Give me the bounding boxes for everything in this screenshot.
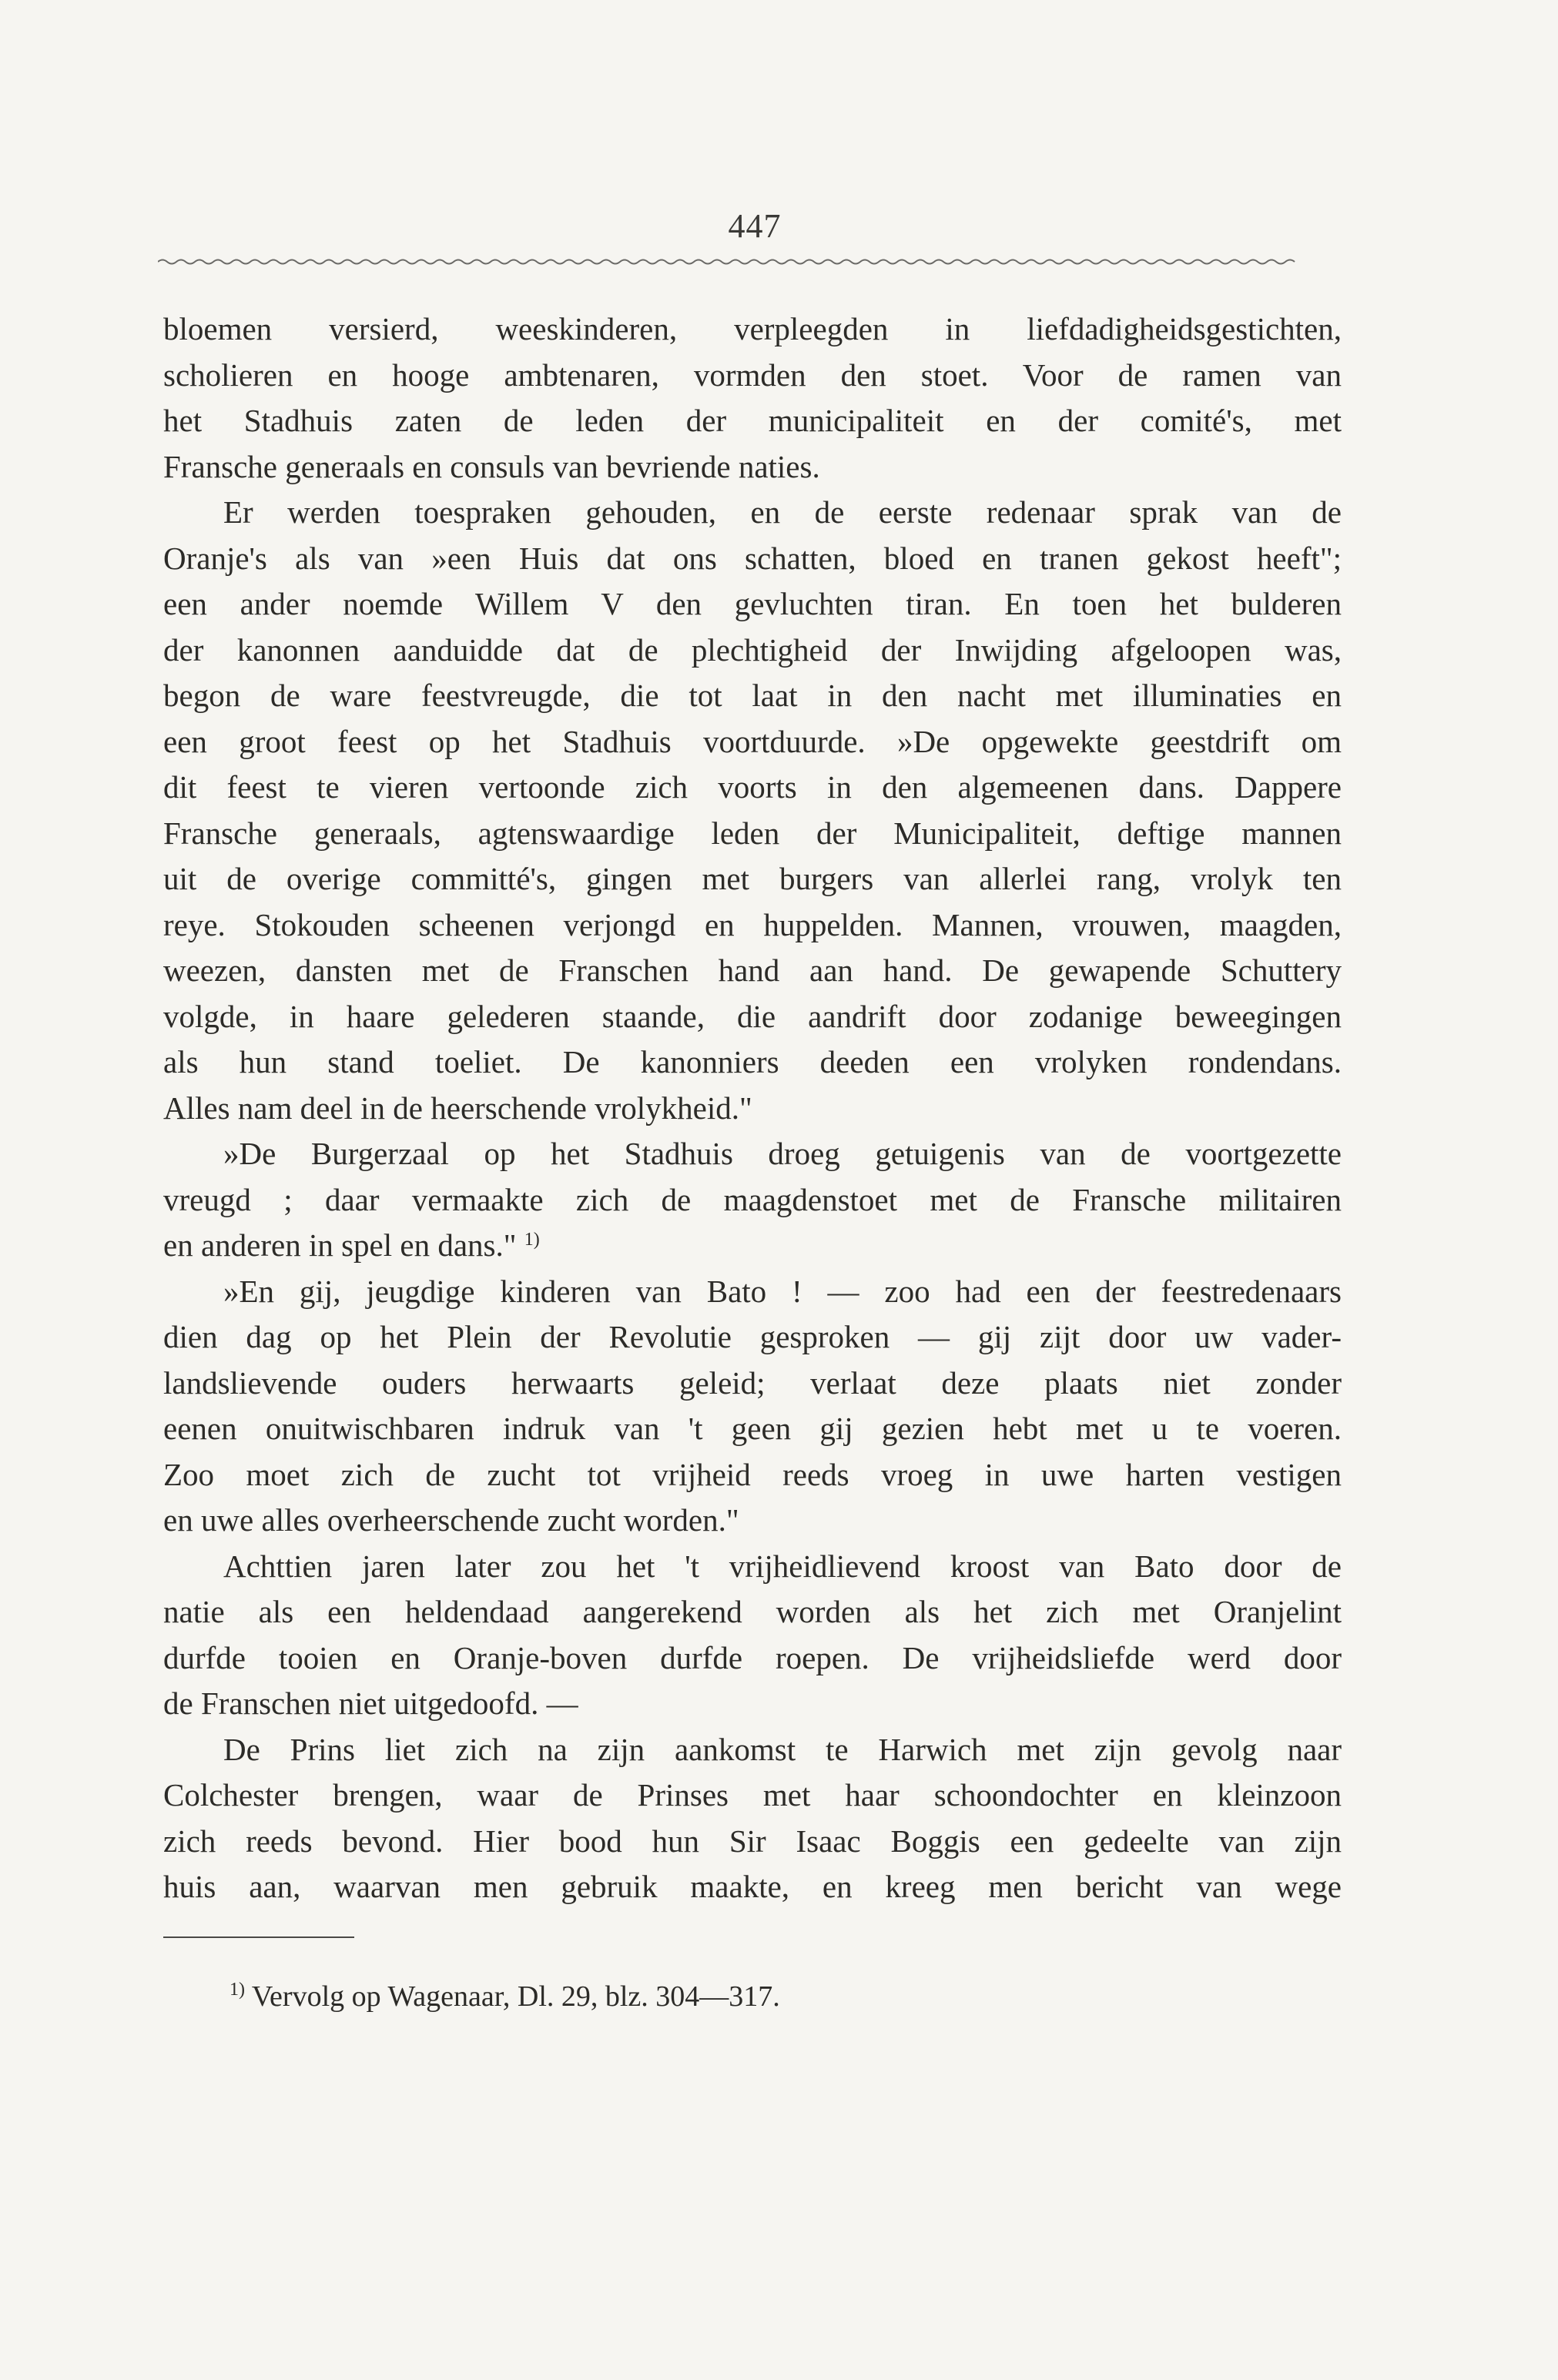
text-line: der kanonnen aanduidde dat de plechtigheid der Inwijding afgeloopen was,: [163, 631, 1342, 668]
text-line: reye. Stokouden scheenen verjongd en huppelden. Mannen, vrouwen, maagden,: [163, 906, 1342, 942]
text-line: weezen, dansten met de Franschen hand aan hand. De gewapende Schuttery: [163, 952, 1342, 988]
text-line: een groot feest op het Stadhuis voortduurde. »De opgewekte geestdrift om: [163, 723, 1342, 759]
text-line: bloemen versierd, weeskinderen, verpleegden in liefdadigheidsgestichten,: [163, 311, 1342, 346]
text-line: »En gij, jeugdige kinderen van Bato ! — zoo had een der feestredenaars: [223, 1273, 1342, 1309]
text-line: uit de overige committé's, gingen met burgers van allerlei rang, vrolyk ten: [163, 861, 1342, 896]
text-line: Achttien jaren later zou het 't vrijheidlievend kroost van Bato door de: [223, 1548, 1342, 1584]
text-line: Fransche generaals en consuls van bevriende naties.: [163, 448, 820, 484]
text-line: dit feest te vieren vertoonde zich voorts in den algemeenen dans. Dappere: [163, 769, 1342, 805]
header-rule: [158, 254, 1344, 269]
text-line: Zoo moet zich de zucht tot vrijheid reeds vroeg in uwe harten vestigen: [163, 1456, 1342, 1492]
footnote-rule: [163, 1936, 354, 1938]
text-line: een ander noemde Willem V den gevluchten tiran. En toen het bulderen: [163, 586, 1342, 621]
text-line: landslievende ouders herwaarts geleid; verlaat deze plaats niet zonder: [163, 1364, 1342, 1401]
text-line: huis aan, waarvan men gebruik maakte, en kreeg men bericht van wege: [163, 1869, 1342, 1904]
text-line: vreugd ; daar vermaakte zich de maagdenstoet met de Fransche militairen: [163, 1181, 1342, 1217]
body-text: [163, 306, 1342, 1910]
text-line: en anderen in spel en dans.": [163, 1227, 517, 1263]
text-line: durfde tooien en Oranje-boven durfde roepen. De vrijheidsliefde werd door: [163, 1639, 1342, 1675]
text-line: zich reeds bevond. Hier bood hun Sir Isaac Boggis een gedeelte van zijn: [163, 1823, 1342, 1859]
text-line: Alles nam deel in de heerschende vrolykheid.": [163, 1090, 752, 1126]
text-line: »De Burgerzaal op het Stadhuis droeg getuigenis van de voortgezette: [223, 1136, 1342, 1171]
text-line: begon de ware feestvreugde, die tot laat in den nacht met illuminaties en: [163, 678, 1342, 713]
text-line: dien dag op het Plein der Revolutie gesproken — gij zijt door uw vader-: [163, 1319, 1342, 1354]
text-line: natie als een heldendaad aangerekend worden als het zich met Oranjelint: [163, 1594, 1342, 1629]
text-line: Fransche generaals, agtenswaardige leden der Municipaliteit, deftige mannen: [163, 815, 1342, 851]
text-line: De Prins liet zich na zijn aankomst te Harwich met zijn gevolg naar: [223, 1731, 1342, 1767]
text-line: Er werden toespraken gehouden, en de eerste redenaar sprak van de: [223, 494, 1342, 530]
text-line: scholieren en hooge ambtenaren, vormden den stoet. Voor de ramen van: [163, 356, 1342, 393]
text-line: volgde, in haare gelederen staande, die aandrift door zodanige beweegingen: [163, 998, 1342, 1034]
text-line: Oranje's als van »een Huis dat ons schatten, bloed en tranen gekost heeft";: [163, 540, 1342, 576]
text-line: en uwe alles overheerschende zucht worden.": [163, 1502, 739, 1538]
footnote: [230, 1977, 780, 2016]
footnote-marker: 1): [230, 1980, 245, 2000]
text-line: eenen onuitwischbaren indruk van 't geen gij gezien hebt met u te voeren.: [163, 1411, 1342, 1446]
footnote-reference: 1): [524, 1230, 540, 1250]
text-line: Colchester brengen, waar de Prinses met haar schoondochter en kleinzoon: [163, 1777, 1342, 1813]
text-line: de Franschen niet uitgedoofd. —: [163, 1685, 578, 1721]
footnote-text: Vervolg op Wagenaar, Dl. 29, blz. 304—317.: [251, 1980, 780, 2013]
text-line-with-footnote-ref: [163, 1223, 1342, 1269]
page-number: 447: [728, 207, 782, 245]
text-line: het Stadhuis zaten de leden der municipaliteit en der comité's, met: [163, 403, 1342, 438]
text-line: als hun stand toeliet. De kanonniers deeden een vrolyken rondendans.: [163, 1044, 1342, 1080]
